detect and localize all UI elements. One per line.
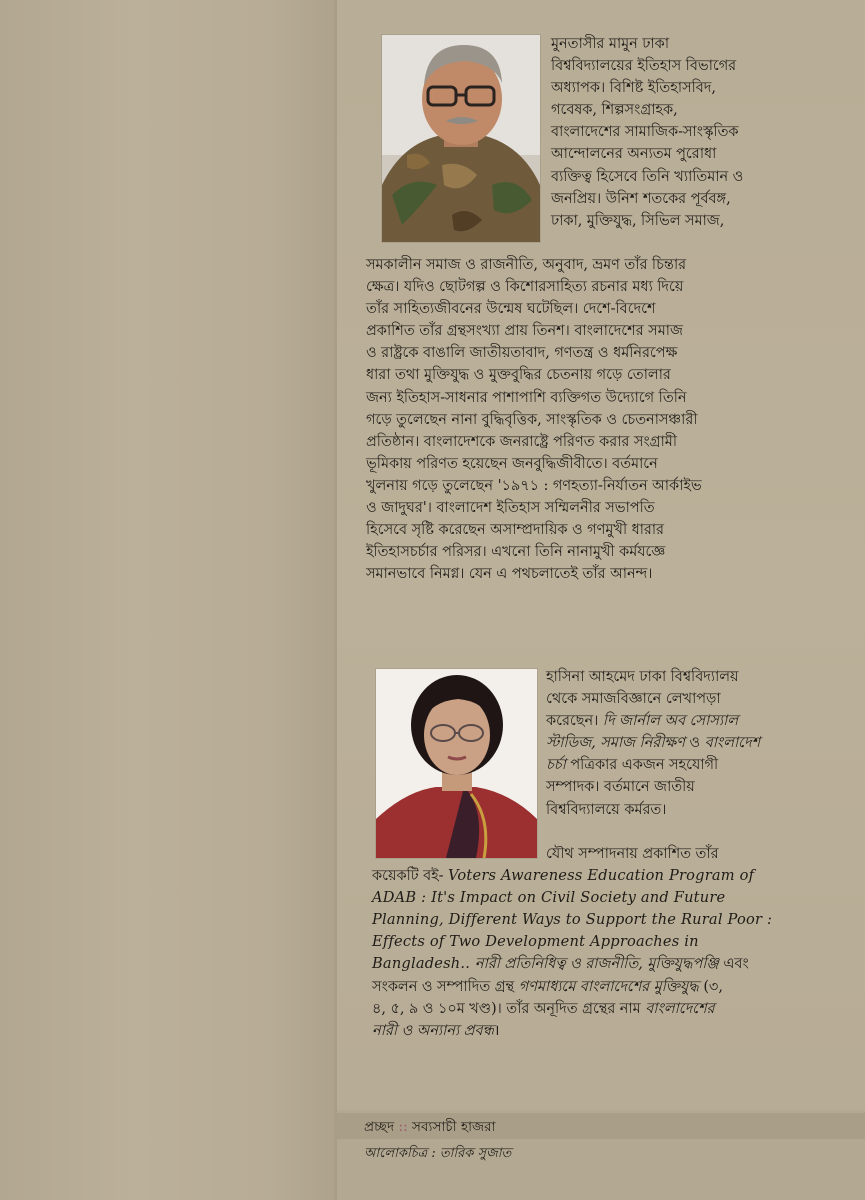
bio1-side-line: মুনতাসীর মামুন ঢাকা xyxy=(551,35,669,52)
book-title: নারী প্রতিনিধিত্ব ও রাজনীতি, মুক্তিযুদ্ধপঞ্জি xyxy=(474,955,719,973)
bio1-line: তাঁর সাহিত্যজীবনের উন্মেষ ঘটেছিল। দেশে-বিদেশে xyxy=(366,300,656,318)
book-title: Effects of Two Development Approaches in xyxy=(372,933,699,951)
bio1-line: ক্ষেত্র। যদিও ছোটগল্প ও কিশোরসাহিত্য রচনার মধ্য দিয়ে xyxy=(366,278,684,296)
text-run: সংকলন ও সম্পাদিত গ্রন্থ xyxy=(372,977,519,995)
author-photo-muntassir-mamun xyxy=(382,35,540,242)
photographer: তারিক সুজাত xyxy=(439,1146,512,1161)
bio1-line: ভূমিকায় পরিণত হয়েছেন জনবুদ্ধিজীবীতে। বর্তমানে xyxy=(366,454,658,472)
text-run: ও xyxy=(684,734,705,752)
cover-separator: :: xyxy=(394,1119,412,1135)
text-run: পত্রিকার একজন সহযোগী xyxy=(565,756,719,774)
journal-title: বাংলাদেশ xyxy=(704,734,761,752)
bio2-side-line: থেকে সমাজবিজ্ঞানে লেখাপড়া xyxy=(546,690,721,708)
bio1-side-line: অধ্যাপক। বিশিষ্ট ইতিহাসবিদ, xyxy=(551,79,716,97)
bio1-full-text xyxy=(366,254,702,585)
bio2-full-text xyxy=(372,843,772,1042)
bio2-line xyxy=(372,998,772,1020)
journal-title: চর্চা xyxy=(546,756,566,774)
bio2-line xyxy=(372,953,772,975)
bio1-line: প্রকাশিত তাঁর গ্রন্থসংখ্যা প্রায় তিনশ। বাংলাদেশের সমাজ xyxy=(366,322,683,340)
bio2-line xyxy=(372,1020,772,1042)
bio1-line: খুলনায় গড়ে তুলেছেন '১৯৭১ : গণহত্যা-নির্যাতন আর্কাইভ xyxy=(366,476,702,494)
bio2-side-line: বিশ্ববিদ্যালয়ে কর্মরত। xyxy=(546,800,667,818)
bio2-side-line xyxy=(546,732,760,754)
bio1-side-line: ঢাকা, মুক্তিযুদ্ধ, সিভিল সমাজ, xyxy=(551,211,725,229)
text-run: ৪, ৫, ৯ ও ১০ম খণ্ড)। তাঁর অনূদিত গ্রন্থের নাম xyxy=(372,999,646,1017)
bio1-side-line: গবেষক, শিল্পসংগ্রাহক, xyxy=(551,101,678,119)
cover-label: প্রচ্ছদ xyxy=(364,1119,395,1135)
book-title: Planning, Different Ways to Support the Rural Poor : xyxy=(372,911,773,929)
cover-artist: সব্যসাচী হাজরা xyxy=(411,1119,496,1135)
bio1-side-text xyxy=(551,33,743,232)
bio1-line: ধারা তথা মুক্তিযুদ্ধ ও মুক্তবুদ্ধির চেতনায় গড়ে তোলার xyxy=(366,366,671,384)
bio2-line xyxy=(372,976,772,998)
text-run: । xyxy=(493,1021,500,1039)
bio1-line: সমানভাবে নিমগ্ন। যেন এ পথচলাতেই তাঁর আনন্দ। xyxy=(366,565,653,583)
bio1-side-line: জনপ্রিয়। উনিশ শতকের পূর্ববঙ্গ, xyxy=(551,189,731,207)
bio1-line: গড়ে তুলেছেন নানা বুদ্ধিবৃত্তিক, সাংস্কৃতিক ও চেতনাসঞ্চারী xyxy=(366,410,698,428)
book-title: বাংলাদেশের xyxy=(645,999,715,1017)
bio1-line: জন্য ইতিহাস-সাধনার পাশাপাশি ব্যক্তিগত উদ্যোগে তিনি xyxy=(366,388,687,406)
photo-credit xyxy=(364,1144,511,1165)
text-run: এবং xyxy=(718,955,749,973)
bio1-side-line: আন্দোলনের অন্যতম পুরোধা xyxy=(551,145,717,163)
bio1-line: ও জাদুঘর'। বাংলাদেশ ইতিহাস সম্মিলনীর সভাপতি xyxy=(366,499,655,517)
bio1-line: ও রাষ্ট্রকে বাঙালি জাতীয়তাবাদ, গণতন্ত্র ও ধর্মনিরপেক্ষ xyxy=(366,344,678,362)
text-run: করেছেন। xyxy=(546,712,603,730)
bio1-line: সমকালীন সমাজ ও রাজনীতি, অনুবাদ, ভ্রমণ তাঁর চিন্তার xyxy=(366,256,686,273)
bio1-line: প্রতিষ্ঠান। বাংলাদেশকে জনরাষ্ট্রে পরিণত করার সংগ্রামী xyxy=(366,432,677,450)
bio2-side-text xyxy=(546,666,760,821)
book-title: নারী ও অন্যান্য প্রবন্ধ xyxy=(372,1021,494,1039)
text-run: কয়েকটি বই- xyxy=(372,867,449,885)
bio1-side-line: বাংলাদেশের সামাজিক-সাংস্কৃতিক xyxy=(551,123,739,141)
journal-title: স্টাডিজ, সমাজ নিরীক্ষণ xyxy=(546,734,685,752)
bio2-line xyxy=(372,865,772,887)
bio1-side-line: বিশ্ববিদ্যালয়ের ইতিহাস বিভাগের xyxy=(551,57,737,75)
back-cover-spine-area xyxy=(0,0,336,1200)
bio2-line: যৌথ সম্পাদনায় প্রকাশিত তাঁর xyxy=(546,845,719,862)
bio1-line: হিসেবে সৃষ্টি করেছেন অসাম্প্রদায়িক ও গণমুখী ধারার xyxy=(366,521,664,539)
text-run: (৩, xyxy=(698,977,723,995)
bio2-side-line xyxy=(546,710,760,732)
book-title: Bangladesh.. xyxy=(372,955,475,973)
bio2-line xyxy=(372,931,772,953)
journal-title: দি জার্নাল অব সোস্যাল xyxy=(602,712,738,730)
bio1-side-line: ব্যক্তিত্ব হিসেবে তিনি খ্যাতিমান ও xyxy=(551,167,744,185)
cover-credit xyxy=(364,1116,496,1139)
book-title: Voters Awareness Education Program of xyxy=(448,867,755,885)
bio1-line: ইতিহাসচর্চার পরিসর। এখনো তিনি নানামুখী কর্মযজ্ঞে xyxy=(366,543,666,561)
bio2-line xyxy=(372,887,772,909)
book-title: ADAB : It's Impact on Civil Society and Future xyxy=(372,889,726,907)
photo-label: আলোকচিত্র : xyxy=(364,1146,440,1161)
bio2-side-line: সম্পাদক। বর্তমানে জাতীয় xyxy=(546,778,695,796)
author-photo-hasina-ahmed xyxy=(376,669,537,858)
book-title: গণমাধ্যমে বাংলাদেশের মুক্তিযুদ্ধ xyxy=(518,977,699,995)
bio2-line xyxy=(372,909,772,931)
bio2-side-line: হাসিনা আহমেদ ঢাকা বিশ্ববিদ্যালয় xyxy=(546,668,739,685)
bio2-side-line xyxy=(546,754,760,776)
